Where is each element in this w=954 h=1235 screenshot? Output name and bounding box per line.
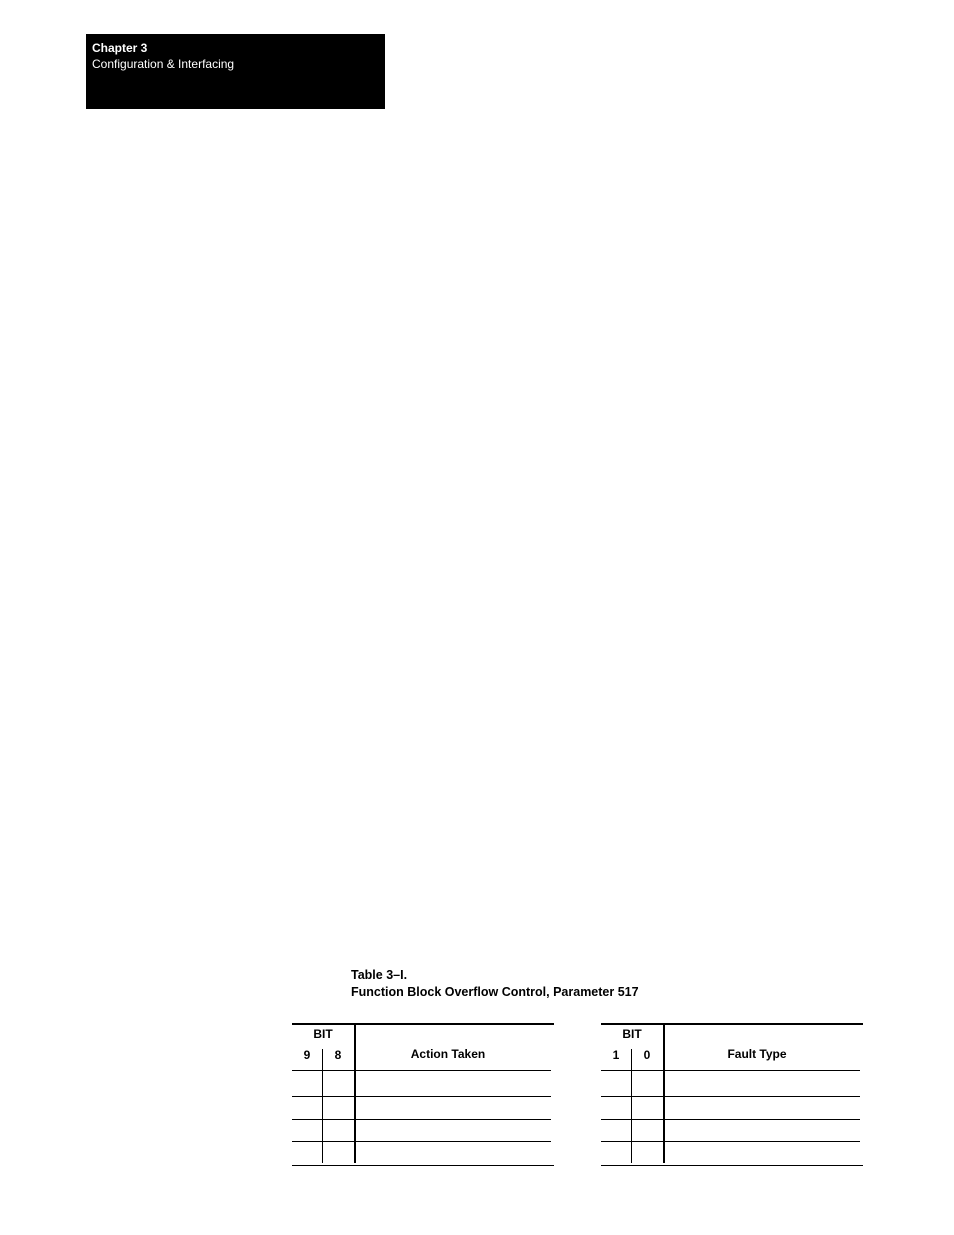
row-rule <box>601 1096 860 1097</box>
table-bottom-rule <box>601 1165 863 1166</box>
bit-9-header: 9 <box>303 1048 311 1062</box>
header-rule <box>601 1070 631 1071</box>
fault-type-table <box>601 1023 863 1166</box>
bit-1-header: 1 <box>612 1048 620 1062</box>
action-taken-header: Action Taken <box>410 1047 486 1061</box>
chapter-title: Chapter 3 <box>92 41 148 55</box>
table-top-rule <box>601 1023 863 1025</box>
row-rule <box>292 1096 551 1097</box>
header-rule <box>355 1070 551 1071</box>
table-title: Function Block Overflow Control, Parameter 517 <box>351 985 639 999</box>
chapter-subtitle: Configuration & Interfacing <box>92 57 235 71</box>
table-number: Table 3–I. <box>351 968 408 982</box>
table-top-rule <box>292 1023 554 1025</box>
bit-8-header: 8 <box>334 1048 342 1062</box>
header-rule <box>632 1070 663 1071</box>
column-divider <box>631 1049 632 1163</box>
bit-0-header: 0 <box>643 1048 651 1062</box>
header-rule <box>664 1070 860 1071</box>
row-rule <box>601 1119 860 1120</box>
row-rule <box>601 1141 860 1142</box>
table-bottom-rule <box>292 1165 554 1166</box>
fault-type-header: Fault Type <box>727 1047 787 1061</box>
column-divider <box>354 1025 356 1163</box>
column-divider <box>322 1049 323 1163</box>
row-rule <box>292 1141 551 1142</box>
chapter-tab <box>86 34 385 109</box>
bit-header: BIT <box>622 1027 642 1041</box>
action-taken-table <box>292 1023 554 1166</box>
header-rule <box>323 1070 354 1071</box>
row-rule <box>292 1119 551 1120</box>
column-divider <box>663 1025 665 1163</box>
table-caption <box>351 967 639 1001</box>
header-rule <box>292 1070 322 1071</box>
bit-header: BIT <box>313 1027 333 1041</box>
